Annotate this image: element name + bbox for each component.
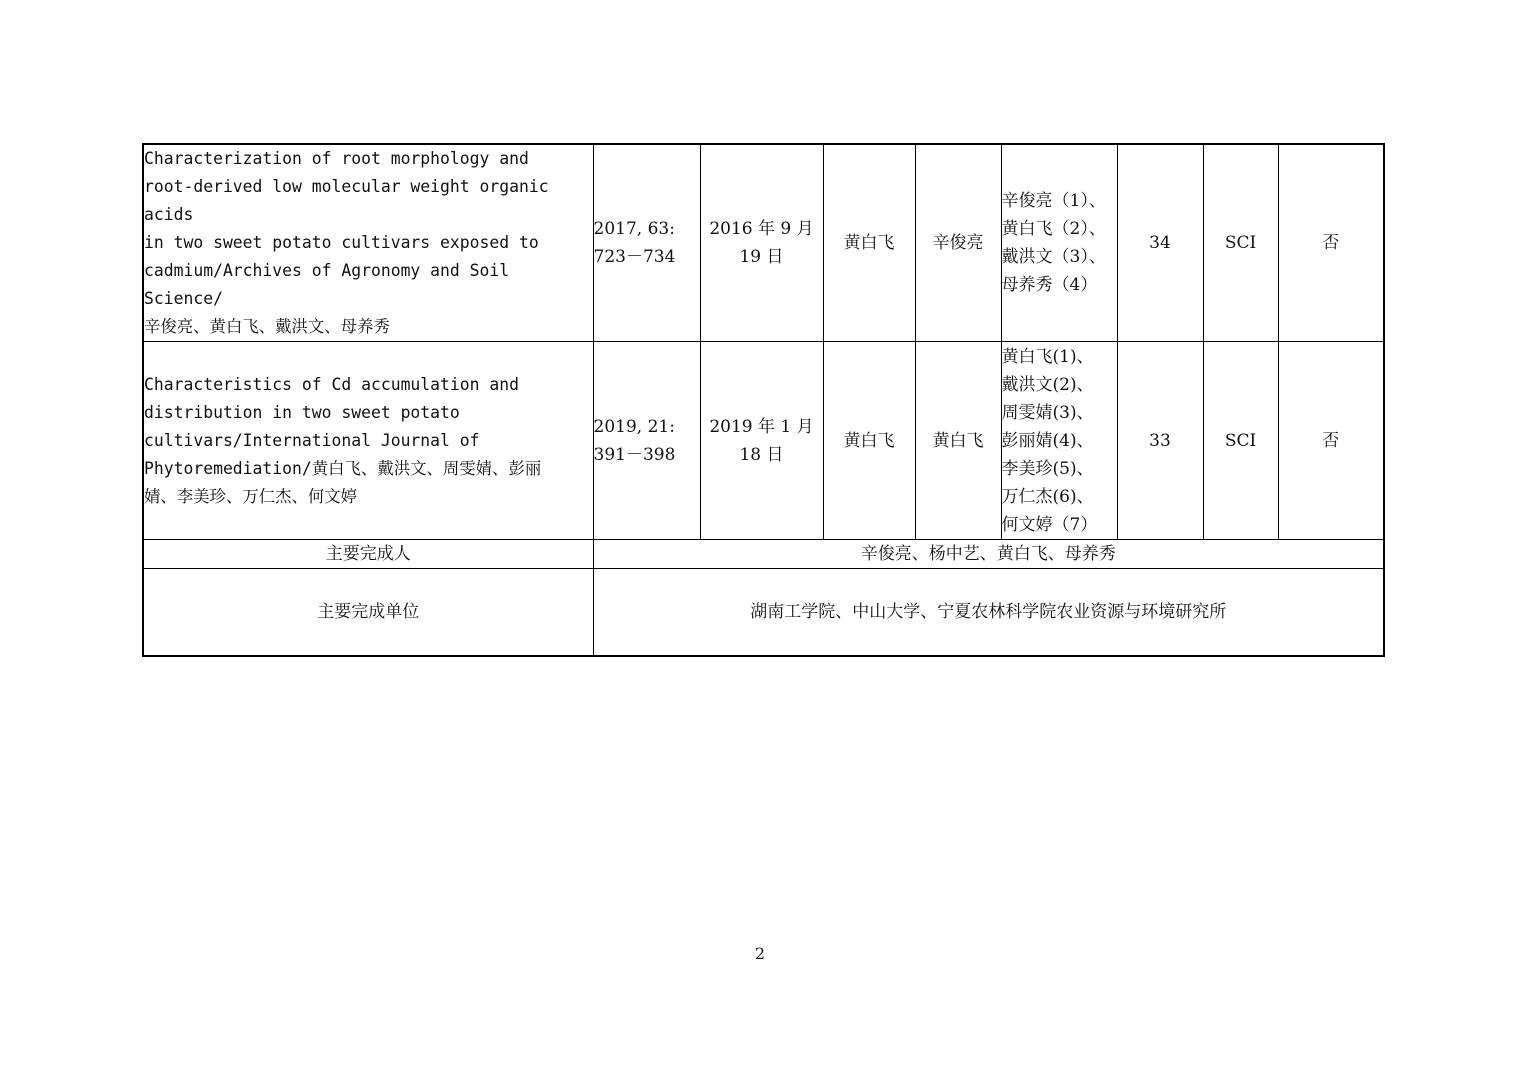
volume: 2019, 21: <box>593 416 675 437</box>
first-author-cell: 辛俊亮 <box>915 144 1001 342</box>
index-cell: SCI <box>1203 342 1278 540</box>
author-item: 黄白飞（2）、 <box>1001 219 1106 239</box>
page-number: 2 <box>754 944 766 963</box>
title-line: in two sweet potato cultivars exposed to <box>144 233 539 252</box>
table-row <box>143 342 1384 540</box>
title-line: root-derived low molecular weight organic acids <box>144 177 549 224</box>
author-item: 辛俊亮（1）、 <box>1001 191 1106 211</box>
pages: 723－734 <box>593 247 676 267</box>
title-line: 辛俊亮、黄白飞、戴洪文、母养秀 <box>144 317 390 336</box>
title-line: distribution in two sweet potato <box>144 402 460 422</box>
paper-title-cell <box>143 342 593 540</box>
title-line: cadmium/Archives of Agronomy and Soil Science/ <box>144 261 510 308</box>
corresponding-author-cell: 黄白飞 <box>823 342 915 540</box>
pages: 391－398 <box>593 444 676 465</box>
title-line: Phytoremediation/黄白飞、戴洪文、周雯婧、彭丽 <box>144 458 542 478</box>
publish-date-cell <box>700 342 823 540</box>
citations-cell: 33 <box>1117 342 1203 540</box>
authors-cell <box>1001 144 1117 342</box>
main-persons-label: 主要完成人 <box>143 540 593 569</box>
papers-table <box>142 143 1385 657</box>
author-item: 母养秀（4） <box>1001 275 1098 295</box>
volume-pages-cell <box>593 144 700 342</box>
title-line: 婧、李美珍、万仁杰、何文婷 <box>144 486 358 506</box>
main-units-value: 湖南工学院、中山大学、宁夏农林科学院农业资源与环境研究所 <box>593 569 1384 656</box>
author-item: 黄白飞(1)、 <box>1001 346 1094 367</box>
date-line: 2019 年 1 月 <box>709 416 814 437</box>
paper-title-cell <box>143 144 593 342</box>
citations-cell: 34 <box>1117 144 1203 342</box>
table-row <box>143 144 1384 342</box>
authors-cell <box>1001 342 1117 540</box>
date-line: 2016 年 9 月 <box>709 219 814 239</box>
index-cell: SCI <box>1203 144 1278 342</box>
first-author-cell: 黄白飞 <box>915 342 1001 540</box>
volume-pages-cell <box>593 342 700 540</box>
title-line: cultivars/International Journal of <box>144 430 480 450</box>
date-line: 19 日 <box>739 247 784 267</box>
publish-date-cell <box>700 144 823 342</box>
flag-cell: 否 <box>1278 342 1384 540</box>
main-persons-value: 辛俊亮、杨中艺、黄白飞、母养秀 <box>593 540 1384 569</box>
author-item: 何文婷（7） <box>1001 514 1098 535</box>
author-item: 戴洪文(2)、 <box>1001 374 1094 395</box>
author-item: 彭丽婧(4)、 <box>1001 430 1094 451</box>
author-item: 万仁杰(6)、 <box>1001 486 1094 507</box>
main-units-label: 主要完成单位 <box>143 569 593 656</box>
title-line: Characterization of root morphology and <box>144 149 529 168</box>
author-item: 周雯婧(3)、 <box>1001 402 1094 423</box>
volume: 2017, 63: <box>593 219 675 239</box>
main-units-row <box>143 569 1384 656</box>
author-item: 李美珍(5)、 <box>1001 458 1094 479</box>
main-persons-row <box>143 540 1384 569</box>
corresponding-author-cell: 黄白飞 <box>823 144 915 342</box>
author-item: 戴洪文（3）、 <box>1001 247 1106 267</box>
date-line: 18 日 <box>739 444 784 465</box>
flag-cell: 否 <box>1278 144 1384 342</box>
title-line: Characteristics of Cd accumulation and <box>144 374 519 394</box>
